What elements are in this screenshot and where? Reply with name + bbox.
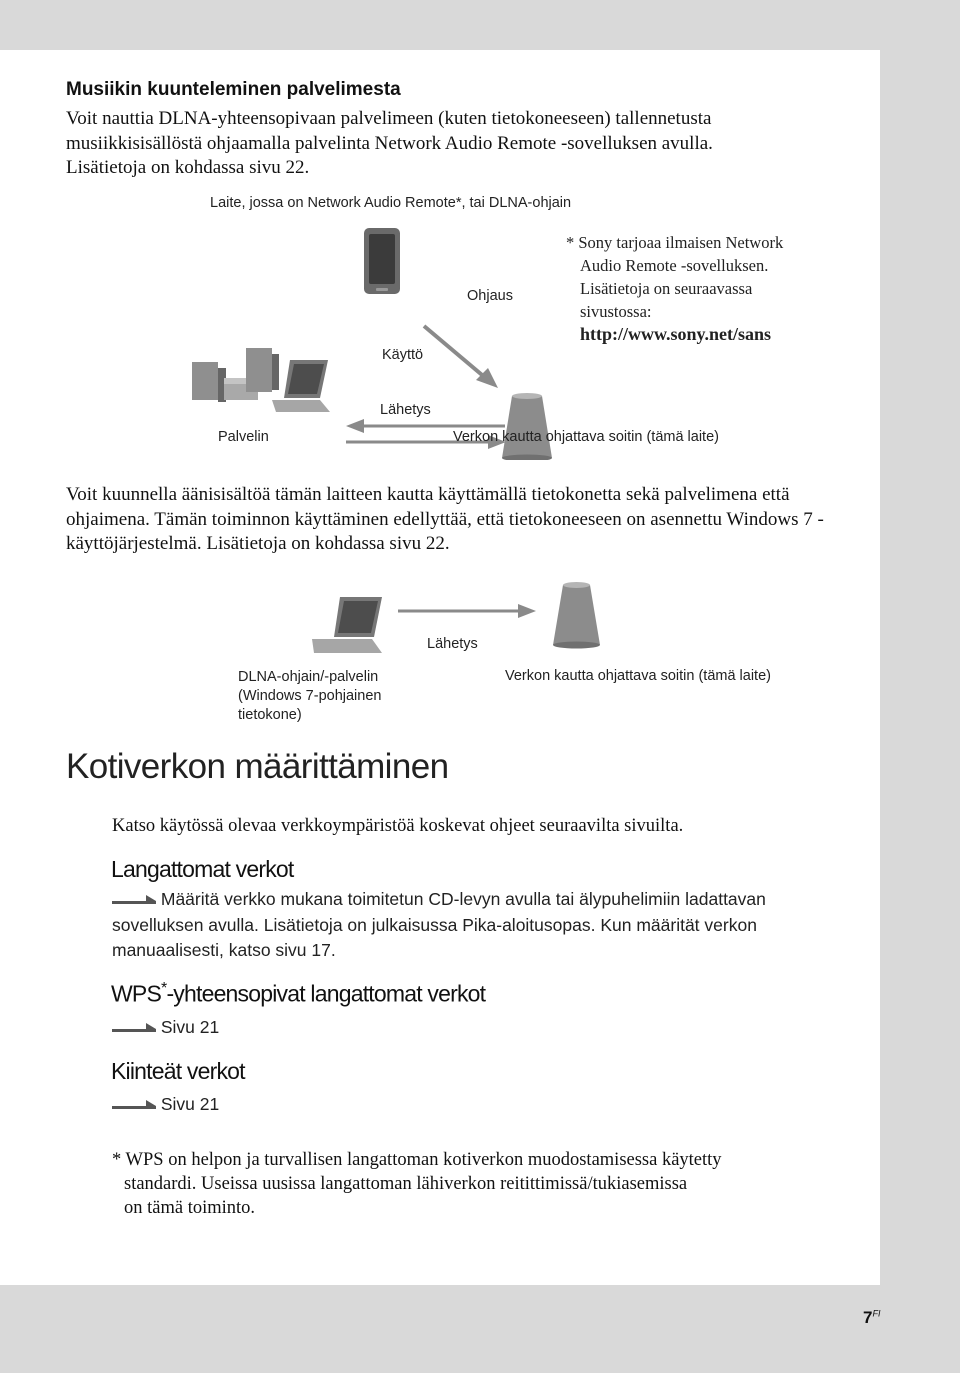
- arrow-right-icon: [112, 1020, 156, 1034]
- page-number-value: 7: [863, 1308, 873, 1327]
- note-line: sivustossa:: [580, 302, 652, 321]
- speaker-icon: [553, 582, 600, 649]
- note-url[interactable]: http://www.sony.net/sans: [580, 324, 772, 344]
- wireless-text-line: Määritä verkko mukana toimitetun CD-levyn avulla tai älypuhelimiin ladattavan: [160, 889, 766, 909]
- page: [0, 50, 880, 1285]
- arrow-right-icon: [112, 1097, 156, 1111]
- wireless-heading: Langattomat verkot: [111, 856, 294, 882]
- control-arrow-icon: [424, 326, 498, 388]
- smartphone-icon: [364, 228, 400, 294]
- laptop-icon: [272, 360, 330, 412]
- section-title: Kotiverkon määrittäminen: [66, 747, 449, 786]
- player-label: Verkon kautta ohjattava soitin (tämä laite): [505, 668, 771, 684]
- wireless-text-line: sovelluksen avulla. Lisätietoja on julkaisussa Pika-aloitusopas. Kun määrität verkon: [112, 914, 757, 935]
- arrow-right-icon: [112, 892, 156, 906]
- wps-heading-prefix: WPS: [111, 980, 161, 1007]
- pc-label: [238, 668, 381, 725]
- pc-label-line: DLNA-ohjain/-palvelin: [238, 669, 379, 685]
- section-heading: Musiikin kuunteleminen palvelimesta: [66, 79, 401, 100]
- hifi-system-icon: [192, 348, 279, 402]
- footnote-line: * WPS on helpon ja turvallisen langattoman kotiverkon muodostamisessa käytetty: [112, 1150, 722, 1170]
- section2-paragraph: Voit kuunnella äänisisältöä tämän laitteen kautta käyttämällä tietokonetta sekä palvelimena että ohjaimena. Tämän toiminnon käyttäminen edellyttää, että tietokoneeseen on asennettu Windows 7 -käyttöjärjestelmä. Lisätietoja on kohdassa sivu 22.: [66, 484, 824, 554]
- server-label: Palvelin: [218, 429, 269, 445]
- controller-label: Laite, jossa on Network Audio Remote*, tai DLNA-ohjain: [210, 195, 572, 211]
- section-paragraph: Voit nauttia DLNA-yhteensopivaan palvelimeen (kuten tietokoneeseen) tallennetusta musiikkisisällöstä ohjaamalla palvelinta Network Audio Remote -sovelluksen avulla. Lisätietoja on kohdassa sivu 22.: [66, 108, 713, 178]
- note-line: * Sony tarjoaa ilmaisen Network: [566, 233, 784, 252]
- footnote: [112, 1148, 722, 1220]
- wps-page-ref[interactable]: Sivu 21: [160, 1017, 220, 1037]
- wireless-line: [112, 887, 852, 913]
- wps-star: *: [161, 980, 167, 997]
- intro-text: Katso käytössä olevaa verkkoympäristöä koskevat ohjeet seuraavilta sivuilta.: [112, 816, 684, 836]
- laptop-icon: [312, 597, 382, 653]
- language-code: FI: [872, 1308, 881, 1319]
- wps-heading: [111, 980, 485, 1008]
- wps-ref: [112, 1015, 219, 1041]
- player-label: Verkon kautta ohjattava soitin (tämä laite): [453, 429, 719, 445]
- page-number: [863, 1308, 880, 1328]
- wps-heading-suffix: -yhteensopivat langattomat verkot: [166, 980, 486, 1007]
- send-label: Lähetys: [380, 402, 431, 418]
- diagram1-art: [180, 220, 580, 460]
- use-label: Käyttö: [382, 347, 424, 363]
- wireless-text-line: manuaalisesti, katso sivu 17.: [112, 940, 336, 960]
- note-line: Audio Remote -sovelluksen.: [580, 256, 769, 275]
- wired-heading: Kiinteät verkot: [111, 1058, 245, 1084]
- note-line: Lisätietoja on seuraavassa: [580, 279, 753, 298]
- wired-ref: [112, 1092, 219, 1118]
- app-note: [566, 231, 783, 346]
- footnote-line: on tämä toiminto.: [124, 1198, 256, 1218]
- wireless-text: [112, 887, 852, 964]
- pc-label-line: (Windows 7-pohjainen: [238, 688, 382, 704]
- footnote-line: standardi. Useissa uusissa langattoman lähiverkon reitittimissä/tukiasemissa: [124, 1174, 688, 1194]
- pc-label-line: tietokone): [238, 707, 302, 723]
- wired-page-ref[interactable]: Sivu 21: [160, 1094, 220, 1114]
- send-label: Lähetys: [427, 636, 478, 652]
- speaker-icon: [502, 393, 552, 460]
- send-arrow-icon: [398, 604, 536, 618]
- control-label: Ohjaus: [467, 288, 513, 304]
